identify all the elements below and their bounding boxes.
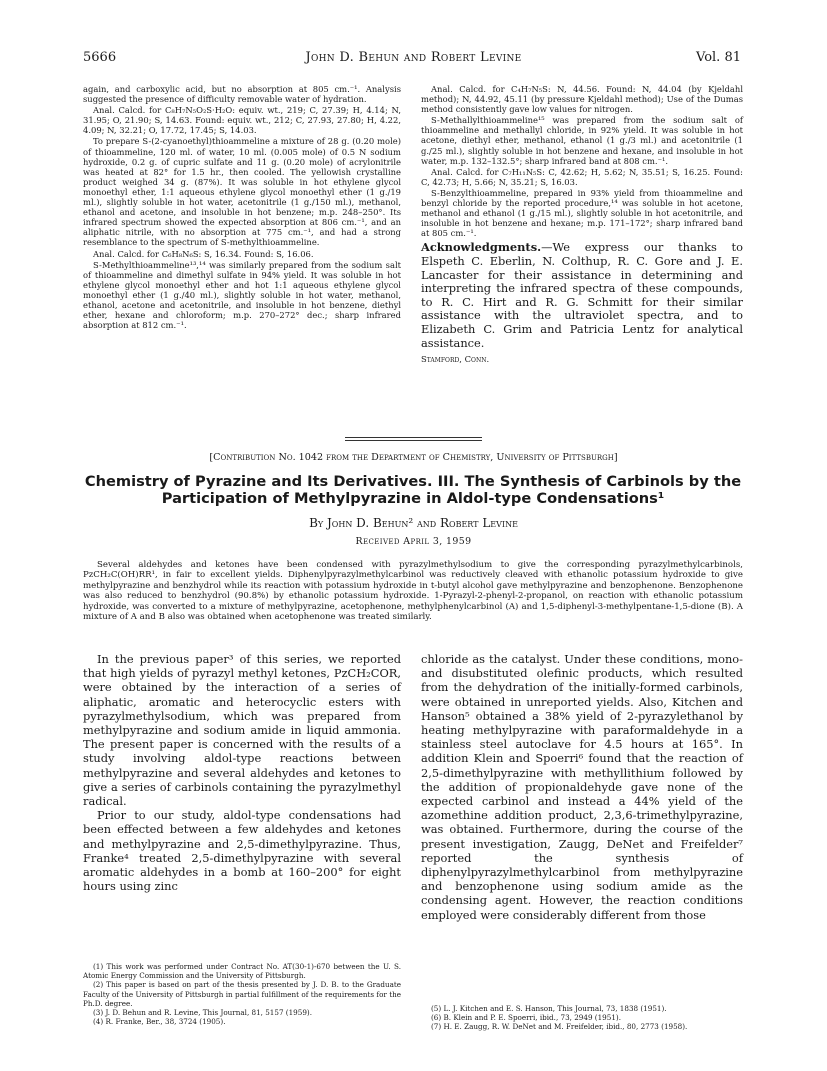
article-title bbox=[83, 474, 743, 507]
footnote: (4) R. Franke, Ber., 38, 3724 (1905). bbox=[93, 1017, 226, 1027]
running-title: John D. Behun and Robert Levine bbox=[305, 50, 522, 65]
received-date: Received April 3, 1959 bbox=[355, 536, 472, 547]
byline: By John D. Behun² and Robert Levine bbox=[309, 516, 518, 530]
volume-label: Vol. 81 bbox=[696, 50, 741, 65]
paragraph: Anal. Calcd. for C₈H₇N₅O₂S·H₂O: equiv. wt., 219; C, 27.39; H, 4.14; N, 31.95; O, 21.90; S, 14.63. Found: equiv. wt., 212; C, 27.93, 27.80; H, 4.22, 4.09; N, 32.21; O, 17.72, 17.45; S, 14.03. bbox=[83, 105, 401, 136]
article-title-line: Chemistry of Pyrazine and Its Derivatives. III. The Synthesis of Carbinols by the bbox=[84, 473, 742, 490]
contribution-line: [Contribution No. 1042 from the Department of Chemistry, University of Pittsburgh] bbox=[209, 452, 618, 463]
acknowledgments-text: —We express our thanks to Elspeth C. Eberlin, N. Colthup, R. C. Gore and J. E. Lancaster for their assistance in determining and interpreting the infrared spectra of these compounds, to R. C. Hirt and R. G. Schmitt for their similar assistance with the ultraviolet spectra, and to Elizabeth C. Grim and Patricia Lentz for analytical assistance. bbox=[421, 240, 743, 350]
body-left-column bbox=[83, 652, 401, 893]
institution-location: Stamford, Conn. bbox=[421, 354, 490, 365]
paragraph: Prior to our study, aldol-type condensations had been effected between a few aldehydes and ketones and methylpyrazine and 2,5-dimethylpyrazine. Thus, Franke⁴ treated 2,5-dimethylpyrazine with several aromatic aldehydes in a bomb at 160–200° for eight hours using zinc bbox=[83, 808, 401, 894]
acknowledgments bbox=[421, 241, 743, 350]
abstract-text: Several aldehydes and ketones have been condensed with pyrazylmethylsodium to give the corresponding pyrazylmethylcarbinols, PzCH₂C(OH)RR¹, in fair to excellent yields. Diphenylpyrazylmethylcarbinol was reductively cleaved with ethanolic potassium hydroxide to give methylpyrazine and benzhydrol while its reaction with potassium hydroxide in t-butyl alcohol gave methylpyrazine and benzophenone. Benzophenone was also reduced to benzhydrol (90.8%) by ethanolic potassium hydroxide. 1-Pyrazyl-2-phenyl-2-propanol, on reaction with ethanolic potassium hydroxide, was converted to a mixture of methylpyrazine, acetophenone, methylphenylcarbinol (A) and 1,5-diphenyl-3-methylpentane-1,5-dione (B). A mixture of A and B also was obtained when acetophenone was treated similarly. bbox=[83, 560, 743, 623]
paragraph: chloride as the catalyst. Under these conditions, mono- and disubstituted olefinic products, which resulted from the dehydration of the initially-formed carbinols, were obtained in unreported yields. Also, Kitchen and Hanson⁵ obtained a 38% yield of 2-pyrazylethanol by heating methylpyrazine with paraformaldehyde in a stainless steel autoclave for 4.5 hours at 165°. In addition Klein and Spoerri⁶ found that the reaction of 2,5-dimethylpyrazine with methyllithium followed by the addition of propionaldehyde gave none of the expected carbinol and instead a 44% yield of the azomethine addition product, 2,3,6-trimethylpyrazine, was obtained. Furthermore, during the course of the present investigation, Zaugg, DeNet and Freifelder⁷ reported the synthesis of diphenylpyrazylmethylcarbinol from methylpyrazine and benzophenone using sodium amide as the condensing agent. However, the reaction conditions employed were considerably different from those bbox=[421, 652, 743, 922]
paragraph: S-Benzylthioammeline, prepared in 93% yield from thioammeline and benzyl chloride by the reported procedure,¹⁴ was soluble in hot acetone, methanol and ethanol (1 g./15 ml.), slightly soluble in hot acetonitrile, and insoluble in hot benzene and hexane; m.p. 171–172°; sharp infrared band at 805 cm.⁻¹. bbox=[421, 187, 743, 239]
previous-article-left-column bbox=[83, 84, 401, 331]
paragraph: Anal. Calcd. for C₄H₇N₅S: N, 44.56. Found: N, 44.04 (by Kjeldahl method); N, 44.92, 45.11 (by pressure Kjeldahl method); Use of the Dumas method consistently gave low values for nitrogen. bbox=[421, 84, 743, 115]
footnotes-right bbox=[421, 1004, 743, 1032]
separator-rule bbox=[345, 440, 482, 441]
footnote: (3) J. D. Behun and R. Levine, This Journal, 81, 5157 (1959). bbox=[93, 1008, 312, 1018]
paragraph: again, and carboxylic acid, but no absorption at 805 cm.⁻¹. Analysis suggested the presence of difficulty removable water of hydration. bbox=[83, 84, 401, 105]
paragraph: In the previous paper³ of this series, we reported that high yields of pyrazyl methyl ketones, PzCH₂COR, were obtained by the interaction of a series of aliphatic, aromatic and heterocyclic esters with pyrazylmethylsodium, which was prepared from methylpyrazine and sodium amide in liquid ammonia. The present paper is concerned with the results of a study involving aldol-type reactions between methylpyrazine and several aldehydes and ketones to give a series of carbinols containing the pyrazylmethyl radical. bbox=[83, 652, 401, 809]
footnote: (5) L. J. Kitchen and E. S. Hanson, This Journal, 73, 1838 (1951). bbox=[431, 1004, 667, 1013]
article-title-line: Participation of Methylpyrazine in Aldol-type Condensations¹ bbox=[161, 489, 665, 507]
footnote: (2) This paper is based on part of the thesis presented by J. D. B. to the Graduate Faculty of the University of Pittsburgh in partial fulfillment of the requirements for the Ph.D. degree. bbox=[83, 980, 401, 1008]
separator-rule bbox=[345, 437, 482, 438]
abstract bbox=[83, 560, 743, 622]
page-number: 5666 bbox=[83, 50, 117, 65]
paragraph: Anal. Calcd. for C₇H₁₁N₅S: C, 42.62; H, 5.62; N, 35.51; S, 16.25. Found: C, 42.73; H, 5.66; N, 35.21; S, 16.03. bbox=[421, 166, 743, 187]
footnote: (6) B. Klein and P. E. Spoerri, ibid., 73, 2949 (1951). bbox=[431, 1013, 621, 1023]
footnote: (1) This work was performed under Contract No. AT(30-1)-670 between the U. S. Atomic Energy Commission and the University of Pittsburgh. bbox=[83, 962, 401, 981]
paragraph: S-Methylthioammeline¹³,¹⁴ was similarly prepared from the sodium salt of thioammeline and dimethyl sulfate in 94% yield. It was soluble in hot ethylene glycol monoethyl ether and hot 1:1 aqueous ethylene glycol monoethyl ether (1 g./40 ml.), slightly soluble in hot water, methanol, ethanol, acetone and acetonitrile, and insoluble in hot benzene, diethyl ether, hexane and chloroform; m.p. 270–272° dec.; sharp infrared absorption at 812 cm.⁻¹. bbox=[83, 259, 401, 331]
footnotes-left bbox=[83, 962, 401, 1026]
paragraph: S-Methallylthioammeline¹⁵ was prepared from the sodium salt of thioammeline and methallyl chloride, in 92% yield. It was soluble in hot acetone, diethyl ether, methanol, ethanol (1 g./3 ml.) and acetonitrile (1 g./25 ml.), slightly soluble in hot benzene and hexane, and insoluble in hot water, m.p. 132–132.5°; sharp infrared band at 808 cm.⁻¹. bbox=[421, 115, 743, 166]
previous-article-right-column bbox=[421, 84, 743, 364]
footnote: (7) H. E. Zaugg, R. W. DeNet and M. Freifelder, ibid., 80, 2773 (1958). bbox=[431, 1022, 688, 1032]
paragraph: Anal. Calcd. for C₆H₈N₆S: S, 16.34. Found: S, 16.06. bbox=[93, 248, 314, 259]
paragraph: To prepare S-(2-cyanoethyl)thioammeline a mixture of 28 g. (0.20 mole) of thioammeline, 120 ml. of water, 10 ml. (0.005 mole) of 0.5 N sodium hydroxide, 0.2 g. of cupric sulfate and 11 g. (0.20 mole) of acrylonitrile was heated at 82° for 1.5 hr., then cooled. The yellowish crystalline product weighed 34 g. (87%). It was soluble in hot ethylene glycol monoethyl ether, 1:1 aqueous ethylene glycol monoethyl ether (1 g./19 ml.), slightly soluble in hot water, acetonitrile (1 g./150 ml.), methanol, ethanol and acetone, and insoluble in hot benzene; m.p. 248–250°. Its infrared spectrum showed the expected absorption at 806 cm.⁻¹, and an aliphatic nitrile, with no absorption at 775 cm.⁻¹, and had a strong resemblance to the spectrum of S-methylthioammeline. bbox=[83, 136, 401, 248]
acknowledgments-heading: Acknowledgments. bbox=[421, 240, 542, 255]
body-right-column bbox=[421, 652, 743, 922]
